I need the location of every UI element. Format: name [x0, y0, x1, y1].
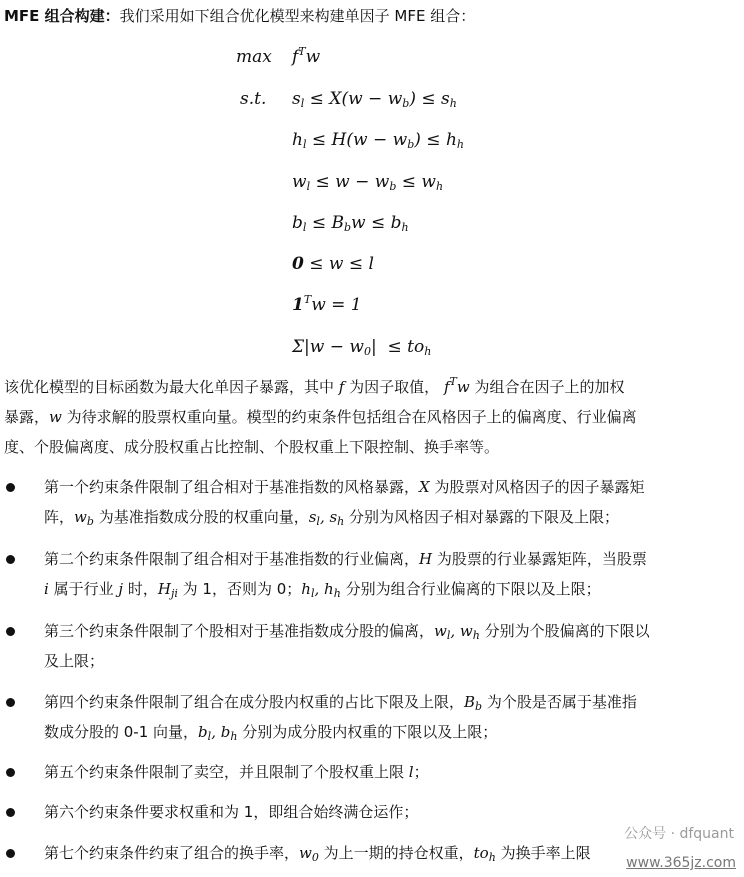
constraint-full-investment: $1^Tw = 1$ — [292, 293, 362, 315]
bullet-dot — [6, 483, 15, 492]
description-line-3: 度、个股偏离度、成分股权重占比控制、个股权重上下限控制、换手率等。 — [4, 438, 500, 456]
bullet-dot — [6, 768, 15, 777]
constraint-style-exposure: $s_l \le X(w - w_b) \le s_h$ — [292, 89, 457, 110]
objective-formula: $f^Tw$ — [292, 45, 321, 67]
bullet-dot — [6, 555, 15, 564]
watermark — [624, 826, 736, 871]
intro-text: 我们采用如下组合优化模型来构建单因子 MFE 组合： — [119, 7, 476, 25]
constraint-turnover: $\Sigma|w - w_0| \le to_h$ — [292, 337, 432, 358]
constraint-no-short: 0 ≤ w ≤ l — [292, 254, 374, 274]
constraint-constituent-weight: $b_l \le B_bw \le b_h$ — [292, 213, 409, 234]
bullet-dot — [6, 627, 15, 636]
intro-line — [4, 4, 475, 28]
watermark-site: www.365jz.com — [626, 855, 736, 871]
constraint-stock-deviation: $w_l \le w - w_b \le w_h$ — [292, 172, 444, 193]
model-description — [4, 372, 740, 462]
bullet-dot — [6, 808, 15, 817]
description-line-2: 暴露，w 为待求解的股票权重向量。模型的约束条件包括组合在风格因子上的偏离度、行业偏离 — [4, 408, 637, 426]
watermark-text: 公众号 · dfquant — [624, 826, 734, 842]
intro-bold-label: MFE 组合构建： — [4, 7, 120, 25]
description-line-1: 该优化模型的目标函数为最大化单因子暴露，其中 f 为因子取值， $f^Tw$ 为组合在因子上的加权 — [4, 375, 625, 396]
bullet-dot — [6, 698, 15, 707]
constraint-label: s.t. — [240, 89, 267, 109]
bullet-dot — [6, 849, 15, 858]
constraint-industry-deviation: $h_l \le H(w - w_b) \le h_h$ — [292, 130, 464, 151]
objective-label: max — [236, 47, 272, 67]
